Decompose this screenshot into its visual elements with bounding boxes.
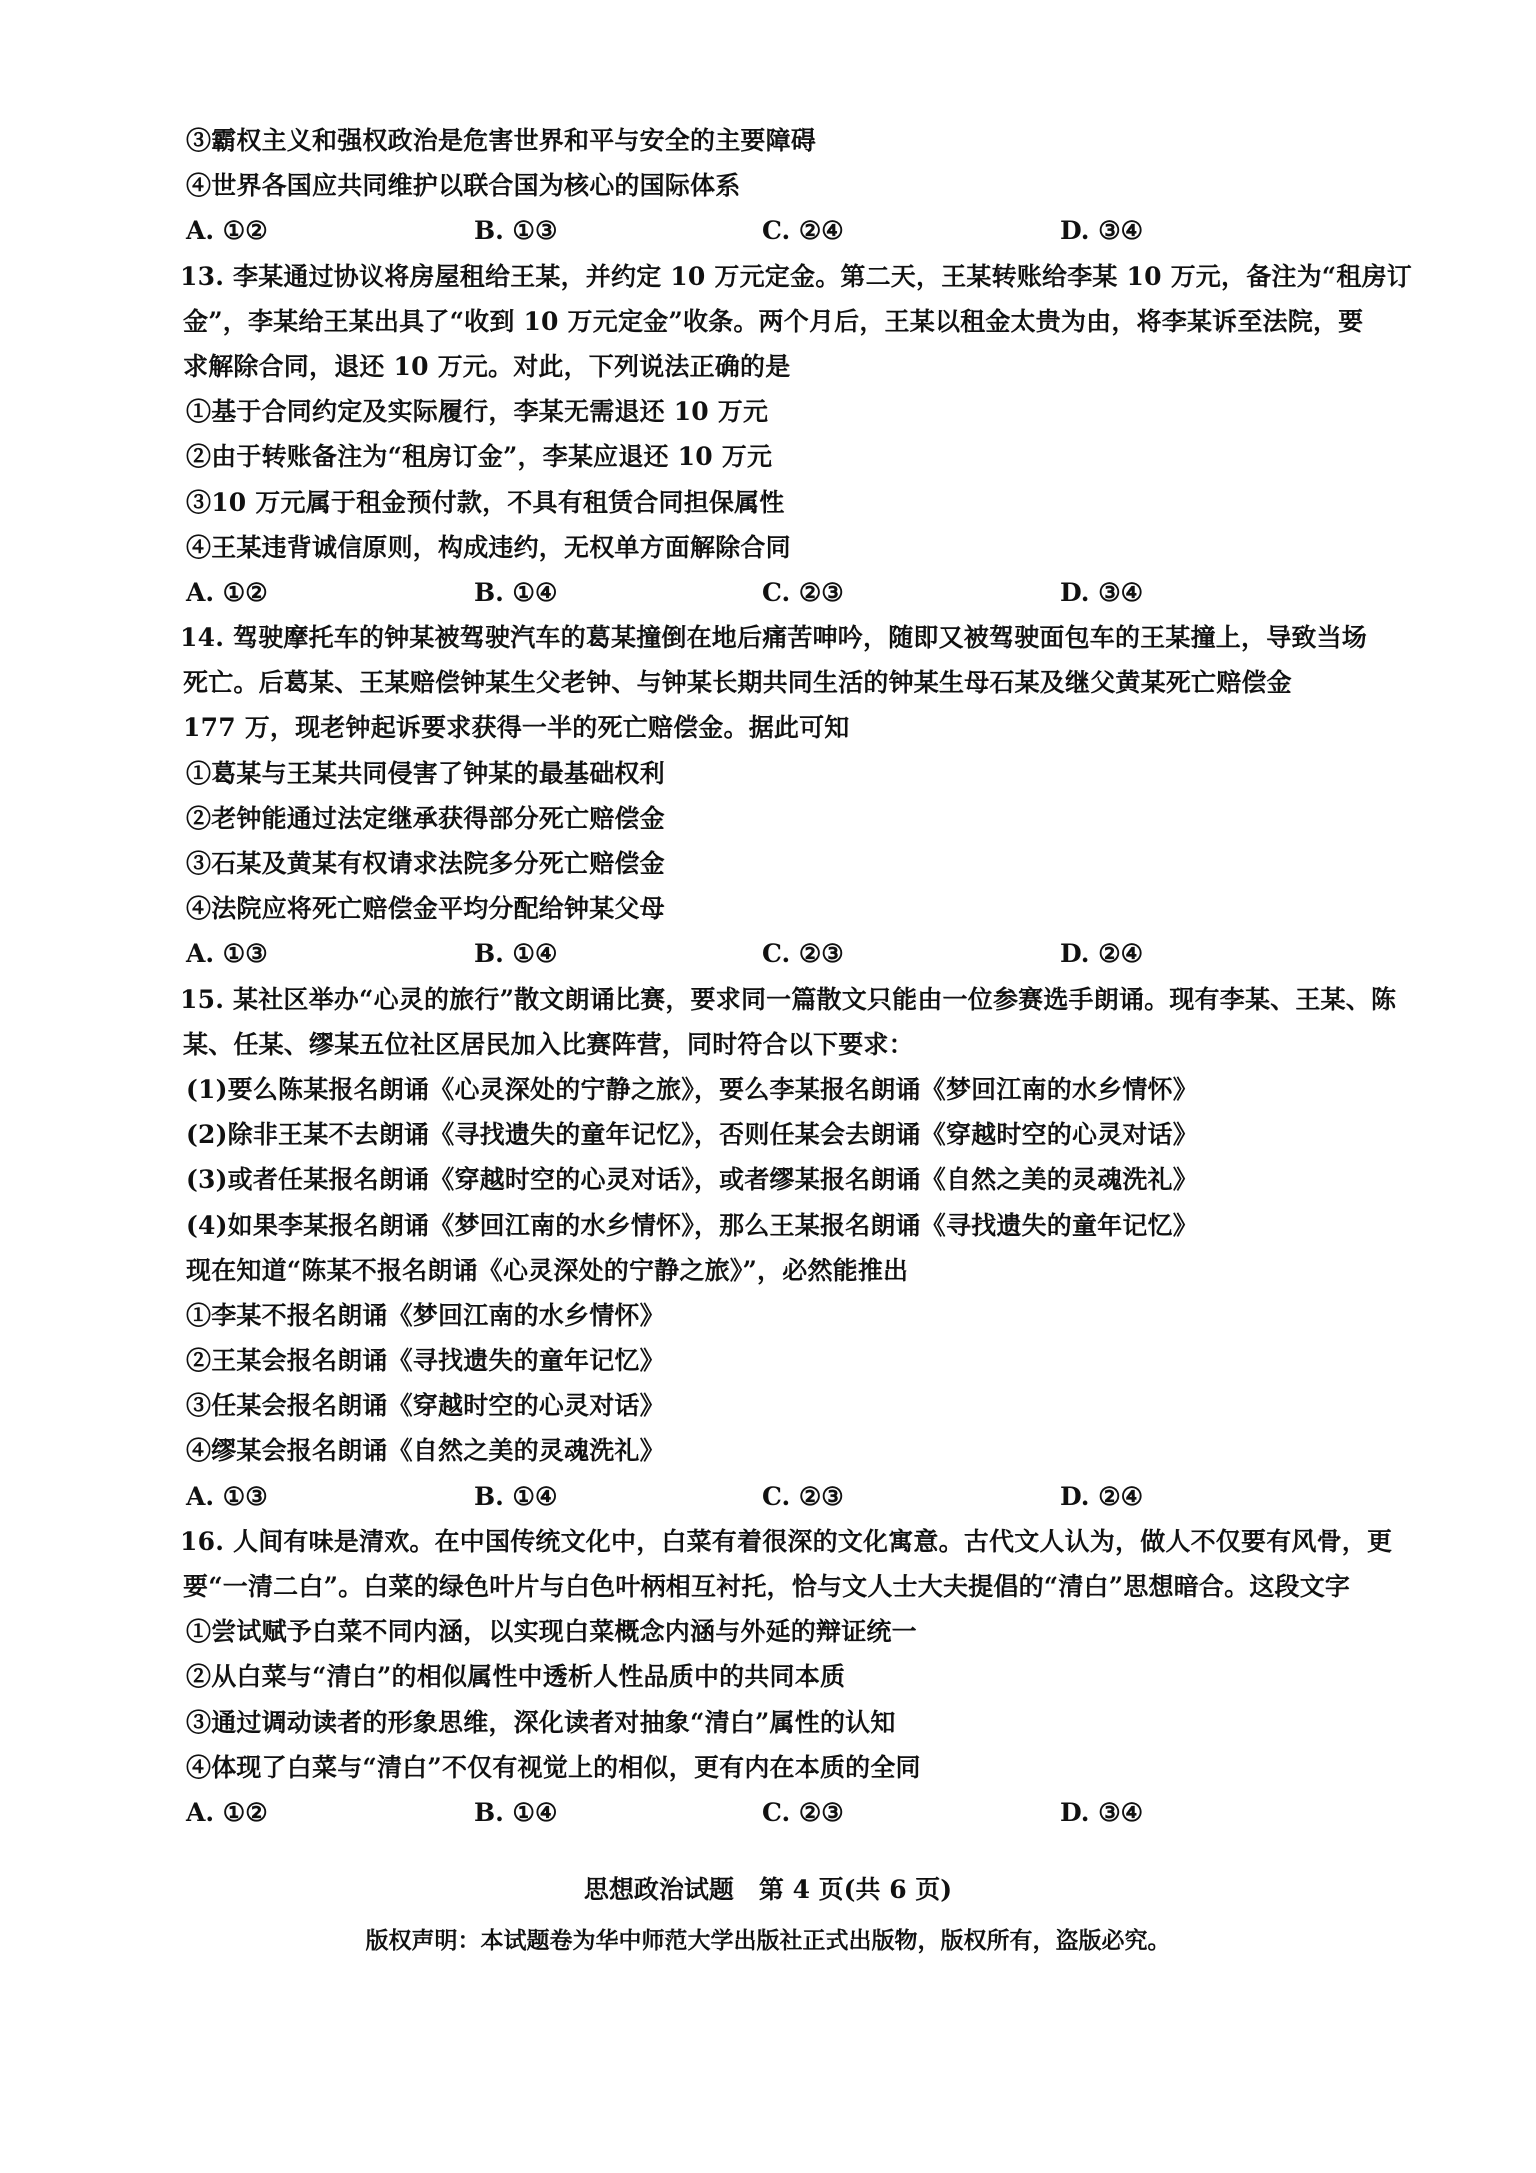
q12-option-3: ③霸权主义和强权政治是危害世界和平与安全的主要障碍 <box>186 126 817 155</box>
q16-option-4: ④体现了白菜与“清白”不仅有视觉上的相似，更有内在本质的全同 <box>186 1752 921 1782</box>
q12-answer-choices <box>183 208 1408 253</box>
q13-answer-choices <box>183 570 1408 615</box>
q14-stem-line-3: 177 万，现老钟起诉要求获得一半的死亡赔偿金。据此可知 <box>183 713 850 743</box>
q13-stem-line-1: 13. 李某通过协议将房屋租给王某，并约定 10 万元定金。第二天，王某转账给李某 10 万元，备注为“租房订 <box>180 261 1412 291</box>
q13-option-1: ①基于合同约定及实际履行，李某无需退还 10 万元 <box>186 397 769 427</box>
q13-option-2: ②由于转账备注为“租房订金”，李某应退还 10 万元 <box>186 442 773 472</box>
q15-stem-line-1: 15. 某社区举办“心灵的旅行”散文朗诵比赛，要求同一篇散文只能由一位参赛选手朗诵。现有李某、王某、陈 <box>180 984 1397 1014</box>
page-content <box>180 118 1412 1835</box>
q15-condition-3: (3)或者任某报名朗诵《穿越时空的心灵对话》，或者缪某报名朗诵《自然之美的灵魂洗礼》 <box>186 1165 1198 1195</box>
q15-option-1: ①李某不报名朗诵《梦回江南的水乡情怀》 <box>186 1300 665 1330</box>
question-12 <box>183 118 1408 254</box>
q16-choice-c: C. ②③ <box>762 1797 844 1827</box>
q13-choice-d: D. ③④ <box>1060 577 1144 607</box>
q15-option-4: ④缪某会报名朗诵《自然之美的灵魂洗礼》 <box>186 1436 665 1466</box>
q15-option-2: ②王某会报名朗诵《寻找遗失的童年记忆》 <box>186 1346 665 1376</box>
q15-choice-a: A. ①③ <box>186 1481 268 1511</box>
q14-choice-a: A. ①③ <box>186 939 268 969</box>
q13-choice-c: C. ②③ <box>762 577 844 607</box>
q15-choice-b: B. ①④ <box>474 1481 558 1511</box>
q12-choice-c: C. ②④ <box>762 216 844 246</box>
q15-choice-d: D. ②④ <box>1060 1481 1144 1511</box>
q16-choice-b: B. ①④ <box>474 1797 558 1827</box>
q14-stem <box>180 615 1408 751</box>
q12-option-4: ④世界各国应共同维护以联合国为核心的国际体系 <box>186 171 741 201</box>
q14-option-2: ②老钟能通过法定继承获得部分死亡赔偿金 <box>186 803 665 833</box>
q13-stem-line-3: 求解除合同，退还 10 万元。对此，下列说法正确的是 <box>183 351 791 381</box>
copyright-notice: 版权声明：本试题卷为华中师范大学出版社正式出版物，版权所有，盗版必究。 <box>365 1928 1171 1954</box>
question-13 <box>180 254 1412 616</box>
question-14 <box>180 615 1408 977</box>
q16-choice-d: D. ③④ <box>1060 1797 1144 1827</box>
q13-choice-a: A. ①② <box>186 577 268 607</box>
q15-condition-2: (2)除非王某不去朗诵《寻找遗失的童年记忆》，否则任某会去朗诵《穿越时空的心灵对话》 <box>186 1120 1198 1150</box>
q14-option-1: ①葛某与王某共同侵害了钟某的最基础权利 <box>186 758 665 788</box>
q13-option-3: ③10 万元属于租金预付款，不具有租赁合同担保属性 <box>186 487 785 517</box>
q15-stem <box>180 977 1408 1067</box>
q16-option-3: ③通过调动读者的形象思维，深化读者对抽象“清白”属性的认知 <box>186 1707 896 1737</box>
q14-choice-d: D. ②④ <box>1060 939 1144 969</box>
q16-choice-a: A. ①② <box>186 1797 268 1827</box>
q14-answer-choices <box>183 931 1408 976</box>
q16-option-1: ①尝试赋予白菜不同内涵，以实现白菜概念内涵与外延的辩证统一 <box>186 1617 917 1647</box>
q15-option-3: ③任某会报名朗诵《穿越时空的心灵对话》 <box>186 1391 665 1421</box>
q12-choice-d: D. ③④ <box>1060 216 1144 246</box>
q13-choice-b: B. ①④ <box>474 577 558 607</box>
question-16 <box>180 1519 1408 1835</box>
q12-choice-b: B. ①③ <box>474 216 558 246</box>
q12-choice-a: A. ①② <box>186 216 268 246</box>
q14-choice-b: B. ①④ <box>474 939 558 969</box>
q16-stem-line-1: 16. 人间有味是清欢。在中国传统文化中，白菜有着很深的文化寓意。古代文人认为，做人不仅要有风骨，更 <box>180 1526 1393 1556</box>
q15-answer-choices <box>183 1474 1408 1519</box>
q13-stem <box>180 254 1412 390</box>
q16-stem <box>180 1519 1408 1609</box>
question-15 <box>180 977 1408 1519</box>
q15-condition-4: (4)如果李某报名朗诵《梦回江南的水乡情怀》，那么王某报名朗诵《寻找遗失的童年记忆》 <box>186 1210 1198 1240</box>
q16-option-2: ②从白菜与“清白”的相似属性中透析人性品质中的共同本质 <box>186 1662 846 1692</box>
q14-stem-line-1: 14. 驾驶摩托车的钟某被驾驶汽车的葛某撞倒在地后痛苦呻吟，随即又被驾驶面包车的王某撞上，导致当场 <box>180 623 1368 653</box>
q13-option-4: ④王某违背诚信原则，构成违约，无权单方面解除合同 <box>186 532 791 562</box>
q14-choice-c: C. ②③ <box>762 939 844 969</box>
q15-condition-1: (1)要么陈某报名朗诵《心灵深处的宁静之旅》，要么李某报名朗诵《梦回江南的水乡情怀》 <box>186 1074 1198 1104</box>
q15-premise: 现在知道“陈某不报名朗诵《心灵深处的宁静之旅》”，必然能推出 <box>186 1255 909 1285</box>
q15-choice-c: C. ②③ <box>762 1481 844 1511</box>
q14-stem-line-2: 死亡。后葛某、王某赔偿钟某生父老钟、与钟某长期共同生活的钟某生母石某及继父黄某死亡赔偿金 <box>183 668 1292 698</box>
page-footer: 思想政治试题 第 4 页(共 6 页) <box>583 1875 953 1904</box>
q14-option-3: ③石某及黄某有权请求法院多分死亡赔偿金 <box>186 849 665 878</box>
q16-answer-choices <box>183 1790 1408 1835</box>
q15-stem-line-2: 某、任某、缪某五位社区居民加入比赛阵营，同时符合以下要求： <box>183 1029 914 1059</box>
q14-option-4: ④法院应将死亡赔偿金平均分配给钟某父母 <box>186 894 665 924</box>
q13-stem-line-2: 金”，李某给王某出具了“收到 10 万元定金”收条。两个月后，王某以租金太贵为由，将李某诉至法院，要 <box>183 306 1364 336</box>
q16-stem-line-2: 要“一清二白”。白菜的绿色叶片与白色叶柄相互衬托，恰与文人士大夫提倡的“清白”思想暗合。这段文字 <box>183 1572 1351 1601</box>
